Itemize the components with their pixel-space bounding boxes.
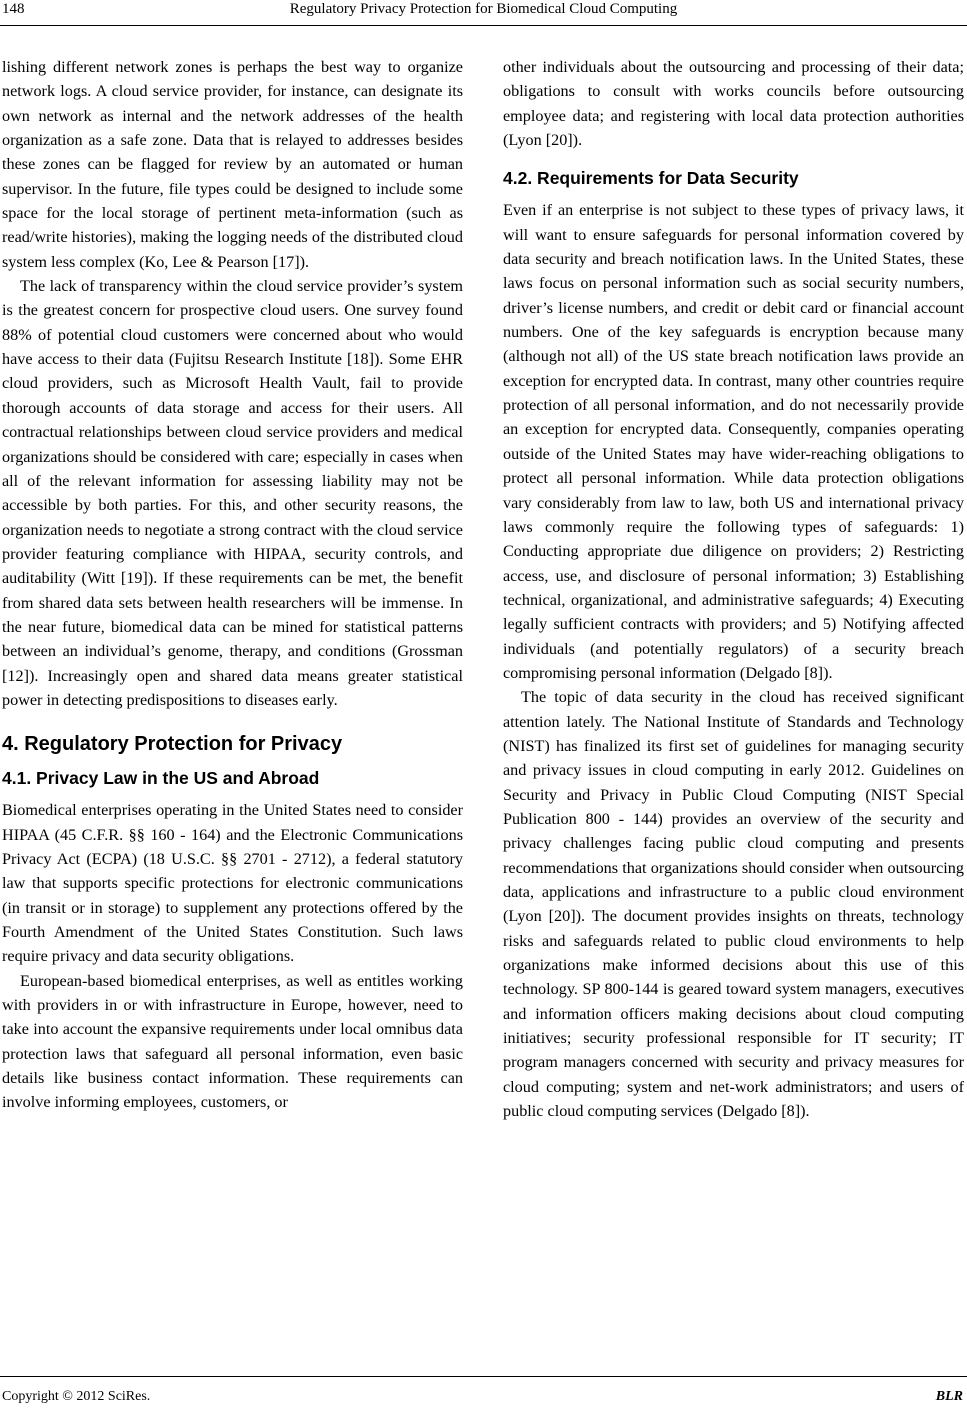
body-paragraph: Even if an enterprise is not subject to these types of privacy laws, it will want to ensure safeguards for personal information covered by data security and breach notification laws. In the United States, these laws focus on personal information such as social security numbers, driver’s license numbers, and credit or debit card or financial account numbers. One of the key safeguards is encryption because many (although not all) of the US state breach notification laws provide an exception for encrypted data. In contrast, many other countries require protection of all personal information, and do not necessarily provide an exception for encrypted data. Consequently, companies operating outside of the United States may have wider-reaching obligations to protect all personal information. While data protection obligations vary considerably from law to law, both US and international privacy laws commonly require the following types of safeguards: 1) Conducting appropriate due diligence on providers; 2) Restricting access, use, and disclosure of personal information; 3) Establishing technical, organizational, and administrative safeguards; 4) Executing legally sufficient contracts with providers; and 5) Notifying affected individuals (and potentially regulators) of a security breach compromising personal information (Delgado [8]). — [503, 201, 964, 682]
footer-divider — [0, 1376, 967, 1377]
running-title: Regulatory Privacy Protection for Biomedical Cloud Computing — [289, 1, 678, 17]
subsection-heading: 4.1. Privacy Law in the US and Abroad — [2, 768, 320, 789]
page-number: 148 — [2, 1, 25, 17]
right-column — [503, 55, 964, 1123]
journal-abbreviation: BLR — [935, 1389, 963, 1404]
page-header — [0, 0, 967, 22]
body-paragraph: lishing different network zones is perhaps the best way to organize network logs. A cloud service provider, for instance, can designate its own network as internal and the network addresses of the health organization as a safe zone. Data that is relayed to addresses besides these zones can be flagged for review by an automated or human supervisor. In the future, file types could be designed to include some space for the local storage of pertinent meta-information (such as read/write histories), making the logging needs of the distributed cloud system less complex (Ko, Lee & Pearson [17]). — [2, 58, 463, 271]
body-paragraph: The topic of data security in the cloud has received significant attention lately. The National Institute of Standards and Technology (NIST) has finalized its first set of guidelines for managing security and privacy issues in cloud computing in early 2012. Guidelines on Security and Privacy in Public Cloud Computing (NIST Special Publication 800 - 144) provides an overview of the security and privacy challenges facing public cloud computing and presents recommendations that organizations should consider when outsourcing data, applications and infrastructure to a public cloud environment (Lyon [20]). The document provides insights on threats, technology risks and safeguards related to public cloud environments to help organizations make informed decisions about this use of this technology. SP 800-144 is geared toward system managers, executives and information officers making decisions about cloud computing initiatives; security professional responsible for IT security; IT program managers concerned with security and privacy measures for cloud computing; system and net-work administrators; and users of public cloud computing services (Delgado [8]). — [503, 688, 964, 1121]
copyright-notice: Copyright © 2012 SciRes. — [2, 1389, 151, 1404]
body-paragraph: The lack of transparency within the cloud service provider’s system is the greatest concern for prospective cloud users. One survey found 88% of potential cloud customers were concerned about who would have access to their data (Fujitsu Research Institute [18]). Some EHR cloud providers, such as Microsoft Health Vault, fail to provide thorough accounts of data storage and access for their users. All contractual relationships between cloud service providers and medical organizations should be considered with care; especially in cases when all of the relevant information for assessing liability may not be accessible by both parties. For this, and other security reasons, the organization needs to negotiate a strong contract with the cloud service provider featuring compliance with HIPAA, security controls, and auditability (Witt [19]). If these requirements can be met, the benefit from shared data sets between health researchers will be immense. In the near future, biomedical data can be mined for statistical patterns between an individual’s genome, therapy, and conditions (Grossman [12]). Increasingly open and shared data means greater statistical power in detecting predispositions to diseases early. — [2, 277, 463, 709]
subsection-heading: 4.2. Requirements for Data Security — [503, 168, 799, 189]
body-paragraph: European-based biomedical enterprises, as well as entitles working with providers in or with infrastructure in Europe, however, need to take into account the expansive requirements under local omnibus data protection laws that safeguard all personal information, even basic details like business contact information. These requirements can involve informing employees, customers, or — [2, 971, 463, 1112]
header-divider — [0, 25, 967, 26]
left-column — [2, 55, 463, 1115]
body-paragraph: other individuals about the outsourcing and processing of their data; obligations to consult with works councils before outsourcing employee data; and registering with local data protection authorities (Lyon [20]). — [503, 58, 964, 150]
section-heading: 4. Regulatory Protection for Privacy — [2, 733, 343, 756]
body-paragraph: Biomedical enterprises operating in the United States need to consider HIPAA (45 C.F.R. §§ 160 - 164) and the Electronic Communications Privacy Act (ECPA) (18 U.S.C. §§ 2701 - 2712), a federal statutory law that supports specific protections for electronic communications (in transit or in storage) to supplement any protections offered by the Fourth Amendment of the United States Constitution. Such laws require privacy and data security obligations. — [2, 801, 463, 966]
